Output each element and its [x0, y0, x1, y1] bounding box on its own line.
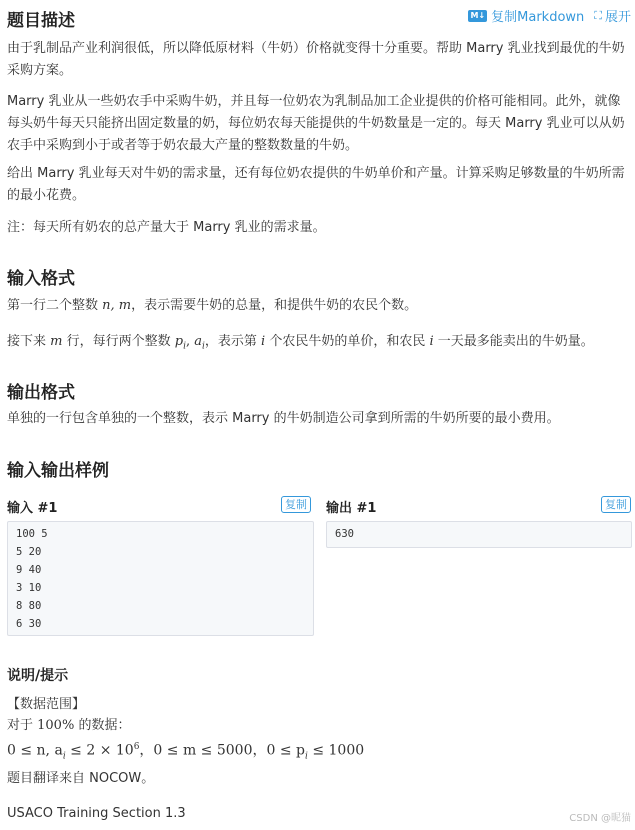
sample-input-label: 输入 #1 [7, 501, 58, 516]
copy-markdown-label: 复制Markdown [491, 10, 585, 25]
input-format-line-1: 第一行二个整数 n, m，表示需要牛奶的总量，和提供牛奶的农民个数。 [7, 298, 418, 313]
expand-icon: ⛶ [594, 8, 602, 22]
expand-label: 展开 [604, 10, 631, 25]
hint-source: 题目翻译来自 NOCOW。 [7, 771, 155, 786]
sample-input-lines [8, 522, 313, 633]
problem-actions [468, 6, 631, 25]
hint-range-title: 【数据范围】 [7, 697, 86, 712]
sample-output-label: 输出 #1 [326, 501, 377, 516]
sample-input-line: 3 10 [16, 582, 42, 594]
hint-constraint: 0 ≤ n, $a_i \le 2 \times 10^6$，0 ≤ m ≤ 5000，$0 \le p_i \le 1000$ [7, 742, 365, 762]
sample-input-line: 6 30 [16, 618, 42, 630]
description-paragraph-1: 由于乳制品产业利润很低，所以降低原材料（牛奶）价格就变得十分重要。帮助 Marry 乳业找到最优的牛奶采购方案。 [7, 41, 625, 78]
hint-title: 说明/提示 [7, 668, 69, 684]
sample-output-line: 630 [335, 528, 354, 540]
sample-input-line: 5 20 [16, 546, 42, 558]
sample-input-line: 9 40 [16, 564, 42, 576]
output-format-text: 单独的一行包含单独的一个整数，表示 Marry 的牛奶制造公司拿到所需的牛奶所要的最小费用。 [7, 411, 560, 426]
copy-input-button[interactable]: 复制 [281, 496, 311, 513]
copy-markdown-button[interactable] [468, 6, 584, 25]
expand-button[interactable] [584, 6, 631, 25]
input-format-title: 输入格式 [7, 269, 75, 289]
output-format-title: 输出格式 [7, 383, 75, 403]
hint-section: USACO Training Section 1.3 [7, 806, 186, 821]
sample-input-line: 100 5 [16, 528, 48, 540]
input-format-line-2: 接下来 m 行，每行两个整数 $p_i$, $a_i$，表示第 i 个农民牛奶的单价，和农民 i 一天最多能卖出的牛奶量。 [7, 334, 594, 352]
copy-output-button[interactable]: 复制 [601, 496, 631, 513]
description-paragraph-2: Marry 乳业从一些奶农手中采购牛奶，并且每一位奶农为乳制品加工企业提供的价格可能相同。此外，就像每头奶牛每天只能挤出固定数量的奶，每位奶农每天能提供的牛奶数量是一定的。每天 Marry 乳业可以从奶农手中采购到小于或者等于奶农最大产量的整数数量的牛奶。 [7, 94, 625, 153]
samples-title: 输入输出样例 [7, 461, 109, 481]
csdn-watermark: CSDN @昵猫 [569, 813, 631, 824]
sample-input-line: 8 80 [16, 600, 42, 612]
sample-output-box [326, 521, 632, 548]
sample-input-box [7, 521, 314, 636]
description-note: 注：每天所有奶农的总产量大于 Marry 乳业的需求量。 [7, 220, 326, 235]
description-paragraph-3: 给出 Marry 乳业每天对牛奶的需求量，还有每位奶农提供的牛奶单价和产量。计算采购足够数量的牛奶所需的最小花费。 [7, 166, 625, 203]
markdown-icon: M↓ [470, 10, 486, 20]
problem-title: 题目描述 [7, 11, 75, 31]
hint-range-line: 对于 100% 的数据： [7, 718, 131, 733]
